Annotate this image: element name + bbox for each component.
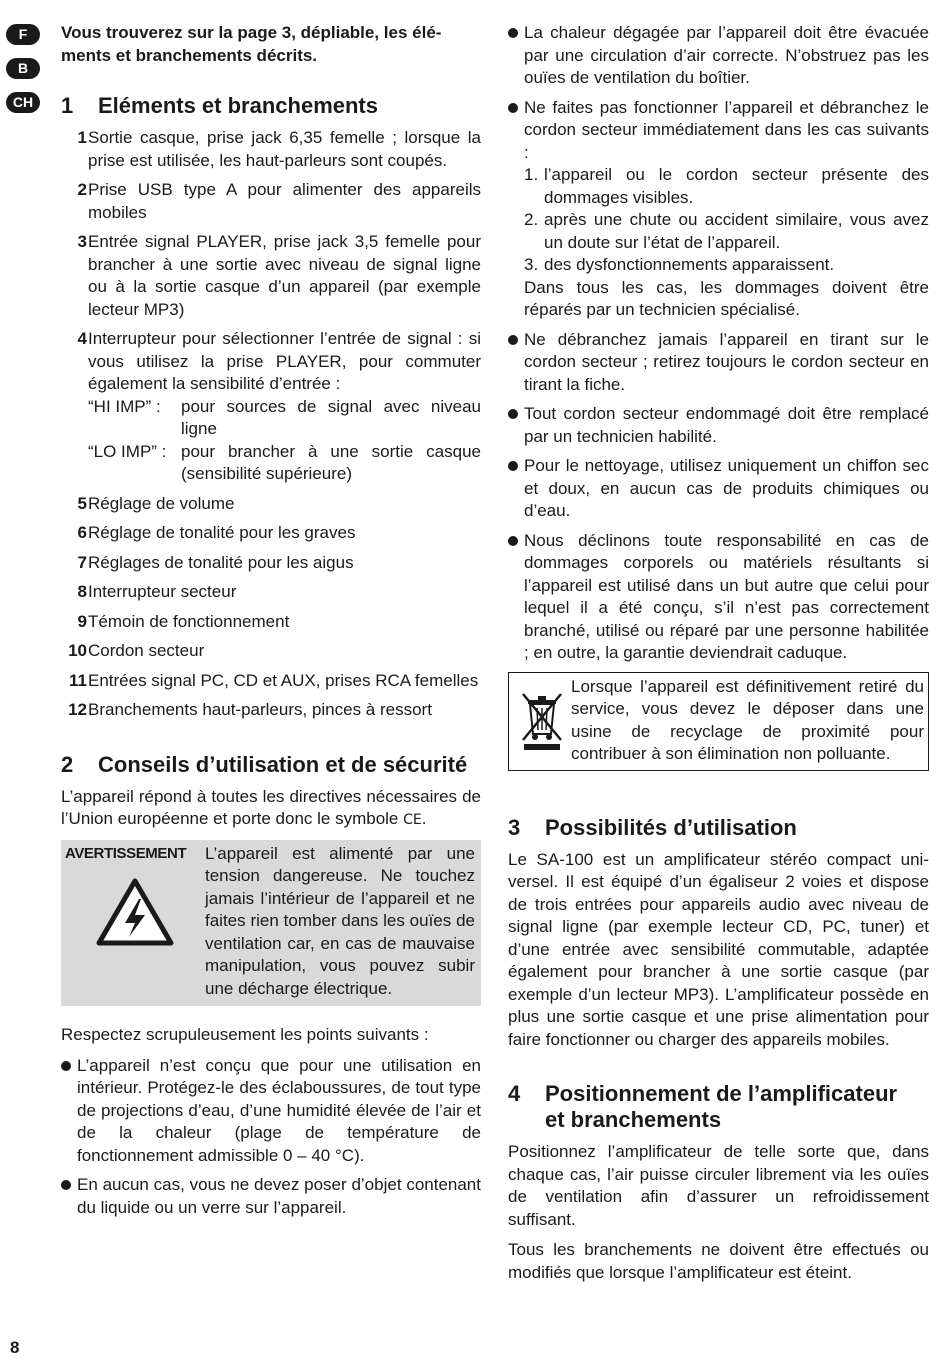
list-item [61,699,481,722]
bullet-icon [508,461,518,471]
section-1-heading [61,93,481,119]
sub-option-key: “LO IMP” : [88,441,167,461]
bullet-icon [508,28,518,38]
list-item [61,493,481,516]
elements-list [61,127,481,722]
section-4-title-line1: Positionnement de l’amplificateur [545,1081,898,1106]
bullet-text: En aucun cas, vous ne devez poser d’objet contenant du liquide ou un verre sur l’appareil. [77,1175,481,1217]
warning-text: L’appareil est alimenté par une tension dangereuse. Ne touchez jamais l’intérieur de l’appareil et ne faites rien tomber dans les ouïes de ventilation car, en cas de mauvaise manipulation, vous pouvez subir une décharge électrique. [205,843,475,998]
item-text: Sortie casque, prise jack 6,35 femelle ; lorsque la prise est utilisée, les haut-parleurs sont coupés. [88,128,481,170]
section-2-text: L’appareil répond à toutes les directives nécessaires de l’Union européenne et porte donc le symbole [61,786,481,828]
item-number: 5 [77,493,87,513]
intro-text: Vous trouverez sur la page 3, dépliable, les éléments et branchements décrits. [61,23,442,65]
list-item [61,552,481,575]
warning-left [65,843,205,1001]
list-item [508,403,929,448]
section-4-title [545,1081,897,1133]
bullet-text: Ne faites pas fonctionner l’appareil et débranchez le cordon secteur immédiatement dans les cas suivants : [524,97,929,162]
list-item [61,1174,481,1219]
item-text-block [88,328,481,486]
section-4-paragraph-1: Positionnez l’amplificateur de telle sorte que, dans chaque cas, l’air puisse circuler librement via les ouïes de ventilation afin d’assurer un refroidissement suffisant. [508,1142,929,1229]
item-number: 1 [77,128,87,147]
left-column [61,22,481,1226]
section-4-paragraph-2: Tous les branchements ne doivent être effectués ou modifiés que lorsque l’amplificateur est éteint. [508,1240,929,1282]
high-voltage-icon [95,877,175,947]
crossed-bin-icon [520,690,564,752]
item-number: 7 [77,552,87,572]
item-text: Réglages de tonalité pour les aigus [88,552,354,572]
item-number: 11 [69,670,87,690]
list-item [524,254,929,277]
item-number: 6 [77,523,87,542]
section-3-heading [508,815,929,841]
list-item [61,522,481,545]
list-item [61,127,481,172]
item-text: Réglage de volume [88,493,235,513]
section-2-heading [61,752,481,778]
respect-text: Respectez scrupuleusement les points suivants : [61,1025,429,1044]
bullet-text: Dans tous les cas, les dommages doivent être réparés par un technicien spécialisé. [524,277,929,319]
bullet-icon [508,103,518,113]
bullet-text: Ne débranchez jamais l’appareil en tirant sur le cordon secteur ; retirez toujours le cordon secteur en tirant la fiche. [524,329,929,394]
list-item [508,530,929,665]
list-item [524,164,929,209]
item-text: Interrupteur pour sélectionner l’entrée de signal : si vous utilisez la prise PLAYER, pour commuter également la sensibilité d’entrée : [88,329,481,393]
item-text: Interrupteur secteur [88,582,237,601]
sub-option [88,441,481,486]
list-item [508,22,929,90]
bullet-text: L’appareil n’est conçu que pour une utilisation en intérieur. Protégez-le des éclaboussures, de tout type de projections d’eau, d’une humidité élevée de l’air et de la chaleur (plage de température de fonctionnement admissible 0 – 40 °C). [77,1055,481,1165]
item-text: Cordon secteur [88,641,205,660]
list-item [61,179,481,224]
item-text: Témoin de fonctionnement [88,611,290,631]
lang-tab-ch: CH [6,92,40,113]
section-2-paragraph: L’appareil répond à toutes les directives nécessaires de l’Union européenne et porte donc le symbole CE. [61,786,481,828]
bullet-text-block [524,97,929,322]
section-2-title: Conseils d’utilisation et de sécurité [98,751,468,777]
safety-bullets-left [61,1055,481,1220]
item-text: Entrée signal PLAYER, prise jack 3,5 femelle pour brancher à une sortie avec niveau de signal ligne ou à la sortie casque d’un appareil (par exemple lecteur MP3) [88,232,481,319]
list-item [61,581,481,604]
case-number: 2. [524,210,539,229]
section-4-heading [508,1081,929,1133]
list-item [508,97,929,322]
section-2-number: 2 [61,751,74,777]
item-number: 2 [77,180,87,199]
bullet-text: Tout cordon secteur endommagé doit être remplacé par un technicien habilité. [524,404,929,446]
right-column [508,22,929,1292]
section-4-number: 4 [508,1081,521,1106]
recycling-text: Lorsque l’appareil est définitivement retiré du service, vous devez le déposer dans une usine de recyclage de proximité pour contribuer à son élimination non polluante. [571,676,924,763]
warning-label: AVERTISSEMENT [65,844,187,862]
item-text: Prise USB type A pour alimenter des appareils mobiles [88,180,481,222]
list-item [61,611,481,634]
list-item [61,231,481,321]
sub-option [88,396,481,441]
item-text: Entrées signal PC, CD et AUX, prises RCA femelles [88,670,479,690]
list-item [61,1055,481,1168]
list-item [508,455,929,523]
warning-box [61,840,481,1007]
section-1-title: Eléments et branchements [98,93,378,118]
bullet-icon [508,536,518,546]
cases-list [524,164,929,277]
recycling-box [508,672,929,771]
item-number: 12 [68,700,87,719]
bullet-text: Nous déclinons toute responsabilité en cas de dommages corporels ou matériels résultants si l’appareil est utilisé dans un but autre que celui pour lequel il a été conçu, s’il n’est pas correctement branché, utilisé ou réparé par une personne habilitée ; en outre, la garantie deviendrait caduque. [524,530,929,662]
item-number: 8 [77,582,87,601]
sub-option-key: “HI IMP” : [88,396,161,416]
bullet-icon [61,1061,71,1071]
item-number: 3 [77,232,87,251]
bullet-text: La chaleur dégagée par l’appareil doit être évacuée par une circulation d’air correcte. N’obstruez pas les ouïes de ventilation du boîtier. [524,23,929,87]
ce-mark: CE [403,812,422,828]
lang-tab-f: F [6,24,40,45]
sub-option-value: pour brancher à une sortie casque (sensibilité supérieure) [181,441,481,483]
list-item [61,328,481,486]
bullet-icon [508,335,518,345]
recycling-icon-wrap [513,676,571,766]
section-4-title-line2: et branchements [545,1107,722,1132]
section-3-number: 3 [508,814,521,840]
sub-option-value: pour sources de signal avec niveau ligne [181,396,481,438]
list-item [508,329,929,397]
item-number: 9 [77,611,87,631]
bullet-icon [508,409,518,419]
item-number: 10 [68,641,87,660]
list-item [61,640,481,663]
bullet-text: Pour le nettoyage, utilisez uniquement un chiffon sec et doux, en aucun cas de produits chimiques ou d’eau. [524,456,929,520]
case-number: 1. [524,165,539,184]
page-number: 8 [10,1338,20,1357]
list-item [524,209,929,254]
section-3-paragraph: Le SA-100 est un amplificateur stéréo compact universel. Il est équipé d’un égaliseur 2 voies et dispose de trois entrées pour appareils audio avec niveau de signal ligne (par exemple lecteur CD, PC, tuner) et d’une entrée avec sensibilité commutable, adaptée également pour brancher à une sortie casque (par exemple d’un lecteur MP3). L’amplificateur possède en plus une sortie casque et une prise alimentation pour faire fonctionner ou charger des appareils mobiles. [508,849,929,1049]
lang-tab-b: B [6,58,40,79]
safety-bullets-right [508,22,929,665]
item-text: Réglage de tonalité pour les graves [88,523,356,542]
case-text: après une chute ou accident similaire, vous avez un doute sur l’état de l’appareil. [544,210,929,252]
case-number: 3. [524,255,539,274]
section-3-title: Possibilités d’utilisation [545,814,797,840]
section-1-number: 1 [61,93,74,118]
item-number: 4 [77,329,87,348]
list-item [61,670,481,693]
case-text: des dysfonctionnements apparaissent. [544,255,835,274]
item-text: Branchements haut-parleurs, pinces à ressort [88,700,432,719]
bullet-icon [61,1180,71,1190]
case-text: l’appareil ou le cordon secteur présente des dommages visibles. [544,165,929,207]
